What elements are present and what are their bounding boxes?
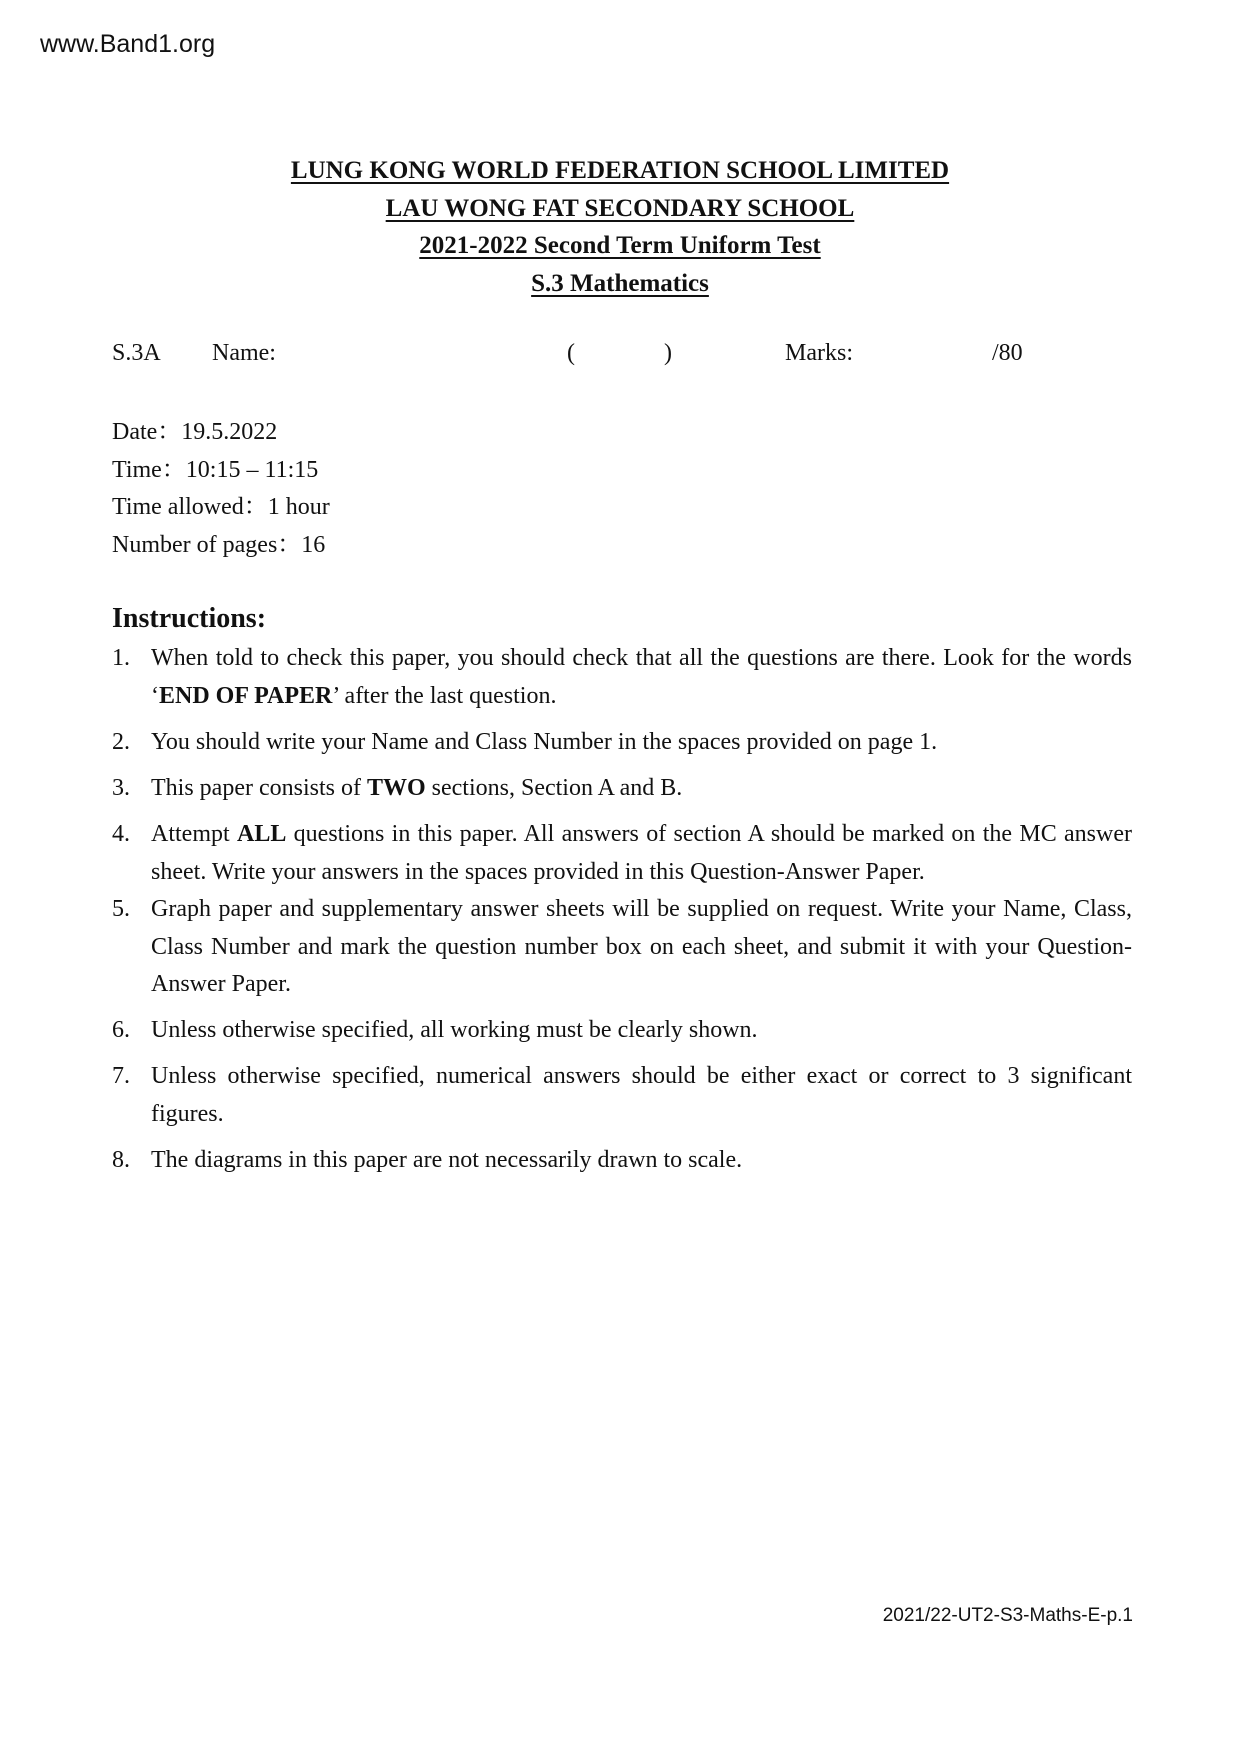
time-allowed: Time allowed：1 hour (112, 494, 330, 520)
exam-time: Time：10:15 – 11:15 (112, 456, 319, 483)
student-info-line (112, 340, 1112, 374)
subject-title: S.3 Mathematics (531, 269, 709, 297)
exam-meta (112, 414, 330, 564)
instructions-title: Instructions: (112, 603, 267, 634)
class-number-close-paren: ) (664, 340, 672, 366)
instruction-item: 1. When told to check this paper, you should check that all the questions are there. Look for the words ‘END OF PAPER’ after the last question. (112, 645, 1132, 709)
class-number-open-paren: ( (567, 340, 575, 366)
instruction-item: 2. You should write your Name and Class Number in the spaces provided on page 1. (112, 729, 938, 755)
exam-title: 2021-2022 Second Term Uniform Test (419, 232, 821, 259)
instruction-item: 6. Unless otherwise specified, all working must be clearly shown. (112, 1017, 758, 1043)
class-label: S.3A (112, 340, 161, 366)
instruction-item: 5. Graph paper and supplementary answer sheets will be supplied on request. Write your Name, Class, Class Number and mark the question number box on each sheet, and submit it with your Question-Answer Paper. (112, 896, 1132, 997)
instruction-item: 4. Attempt ALL questions in this paper. All answers of section A should be marked on the MC answer sheet. Write your answers in the spaces provided in this Question-Answer Paper. (112, 821, 1133, 885)
instruction-item: 7. Unless otherwise specified, numerical answers should be either exact or correct to 3 significant figures. (112, 1063, 1132, 1127)
school-name: LAU WONG FAT SECONDARY SCHOOL (385, 194, 855, 222)
marks-total: /80 (992, 340, 1023, 366)
instruction-item: 8. The diagrams in this paper are not necessarily drawn to scale. (112, 1147, 743, 1173)
class-number-field[interactable] (567, 340, 662, 368)
name-label: Name: (212, 340, 276, 366)
instruction-item: 3. This paper consists of TWO sections, Section A and B. (112, 775, 683, 801)
page-footer: 2021/22-UT2-S3-Maths-E-p.1 (882, 1605, 1133, 1626)
page-count: Number of pages：16 (112, 531, 326, 558)
marks-label: Marks: (785, 340, 853, 366)
exam-header (0, 152, 1240, 302)
watermark: www.Band1.org (40, 30, 216, 58)
instructions-list (112, 640, 1132, 1182)
exam-date: Date：19.5.2022 (112, 419, 278, 445)
school-org-title: LUNG KONG WORLD FEDERATION SCHOOL LIMITED (290, 157, 950, 184)
